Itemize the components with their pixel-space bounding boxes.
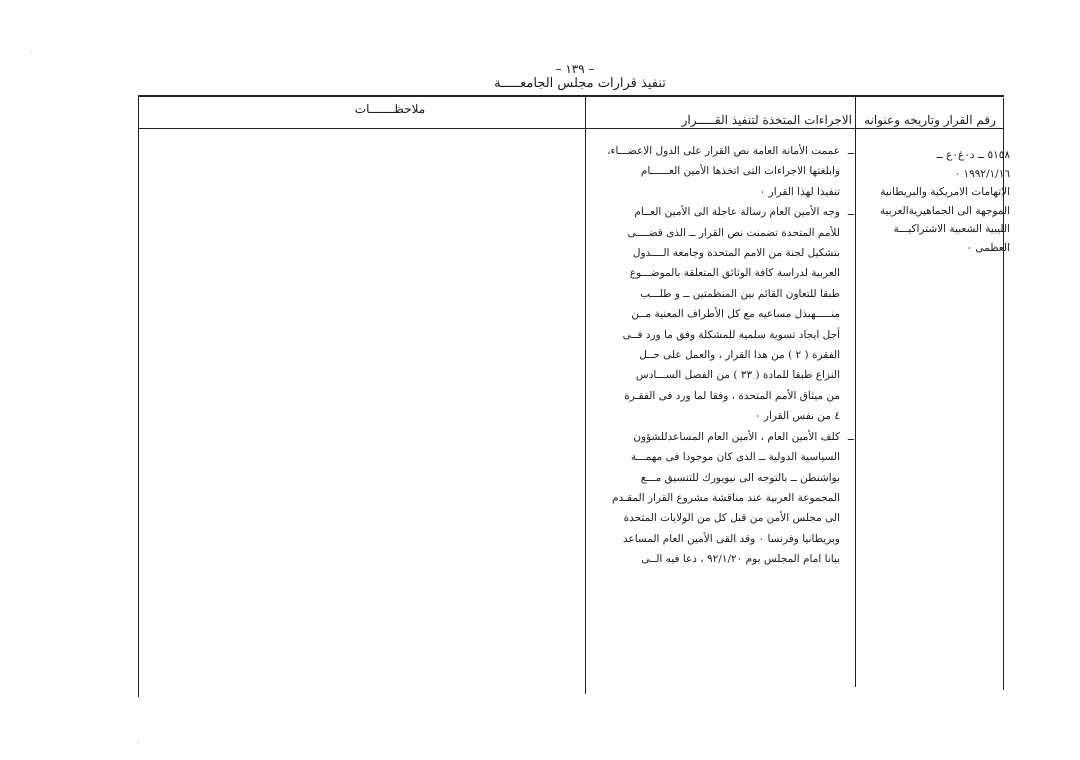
action-line: النزاع طبقا للمادة ( ٣٣ ) من الفصل الســـادس [635,369,840,382]
table-top-border [138,95,1004,97]
action-entry [588,141,854,202]
resolution-cell [858,146,1010,257]
resolution-line: الاتهامات الامريكية والبريطانية [880,186,1010,198]
action-line: وابلغتها الاجراءات التى اتخذها الأمين العــــــام [640,165,840,178]
action-line: أجل ايجاد تسوية سلمية للمشكلة وفق ما ورد فــى [622,328,840,341]
action-line: وبريطانيا وفرنسا ٠ وقد القى الأمين العام المساعد [622,532,840,545]
action-line: منـــــهبذل مساعيه مع كل الأطراف المعنية مــن [631,308,840,321]
entry-dash: ــ [847,206,854,219]
resolution-line: العظمى ٠ [966,241,1010,254]
entry-dash: ــ [847,430,854,443]
action-line: المجموعة العربية عند مناقشة مشروع القرار المقـدم [612,491,840,504]
page-title: تنفيذ قرارات مجلس الجامعـــــة [494,76,666,91]
action-line: السياسية الدولية ــ الذى كان موجودا فى مهمـــة [630,451,840,464]
action-line: ٤ من نفس القرار ٠ [754,410,840,423]
page-number: – ١٣٩ – [555,62,595,76]
action-line: بتشكيل لجنة من الامم المتحدة وجامعة الــــدول [632,247,840,260]
action-line: الفقرة ( ٢ ) من هذا القرار ، والعمل على حــل [639,349,840,362]
action-line: العربية لدراسة كافة الوثائق المتعلقة بالموضـــوع [629,267,840,280]
action-line: تنفيذا لهذا القرار ٠ [759,185,840,198]
resolution-line: ٥١٥٨ ــ د٠غ٠ع ــ [936,149,1010,161]
table-left-border [138,95,139,697]
action-line: كلف الأمين العام ، الأمين العام المساعدللشؤون [633,430,840,443]
action-line: طبقا للتعاون القائم بين المنظمتين ــ و طلـــب [640,287,840,300]
action-line: بواشنطن ــ بالتوجه الى نيويورك للتنسيق مـــع [640,471,840,484]
header-row-divider [138,128,1004,129]
action-line: وجه الأمين العام رسالة عاجلة الى الأمين العــام [634,206,840,219]
action-entry [588,202,854,426]
scan-speck [138,742,139,743]
action-line: بيانا امام المجلس يوم ٩٢/١/٢٠ ، دعا فيه الــى [641,553,840,566]
resolution-line: الليبية الشعبية الاشتراكيـــة [893,223,1010,235]
action-line: الى مجلس الأمن من قبل كل من الولايات المتحدة [623,512,840,525]
scan-speck [30,52,31,53]
action-line: للأمم المتحدة تضمنت نص القرار ــ الذى قضــــى [627,226,840,239]
column-header-resolution: رقم القرار وتاريخه وعنوانه [864,113,996,127]
column-divider-notes [585,96,586,694]
column-header-notes: ملاحظـــــــات [354,102,426,116]
action-line: من ميثاق الأمم المتحدة ، وفقا لما ورد فى الفقـرة [624,389,840,402]
entry-dash: ــ [847,145,854,157]
resolution-line: ١٩٩٢/١/١٦ ٠ [954,167,1010,180]
notes-cell [142,135,580,685]
resolution-line: الموجهة الى الجماهيريةالعربية [879,204,1010,217]
column-divider-actions [855,96,856,687]
actions-cell [588,141,854,570]
action-line: عممت الأمانة العامة نص القرار على الدول الاعضـــاء، [607,145,840,157]
action-entry [588,427,854,570]
column-header-actions: الاجراءات المتخذة لتنفيذ القـــــرار [681,113,852,127]
